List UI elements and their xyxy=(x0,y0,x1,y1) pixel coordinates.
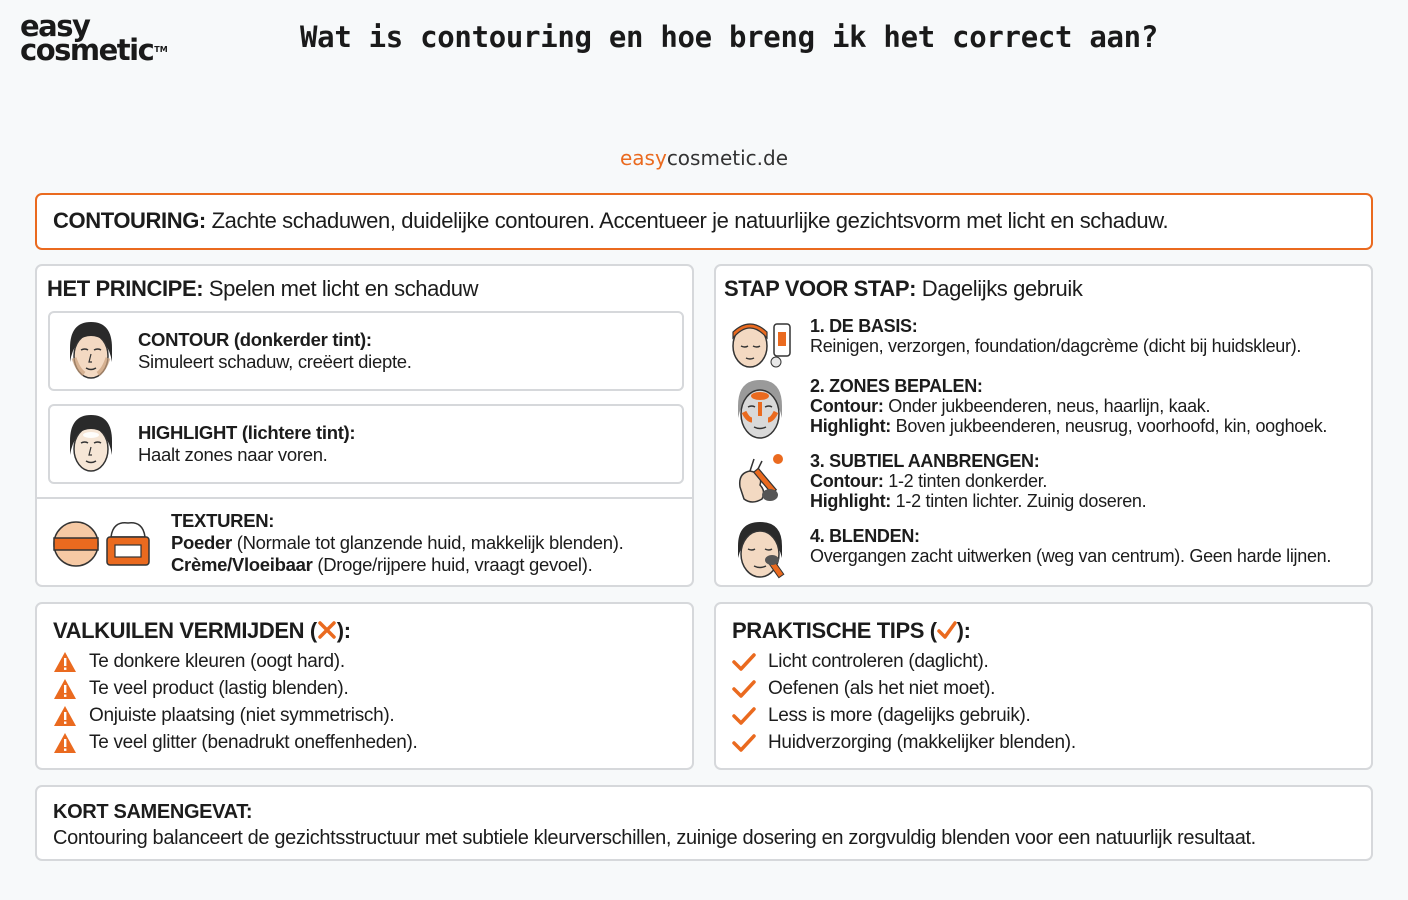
contouring-banner: CONTOURING: Zachte schaduwen, duidelijke contouren. Accentueer je natuurlijke gezichtsvorm met licht en schaduw. xyxy=(35,193,1373,250)
step-2 xyxy=(722,376,1362,442)
hand-brush-icon xyxy=(732,451,792,507)
step-4 xyxy=(722,526,1362,592)
logo-line-2: cosmetic™ xyxy=(20,33,168,67)
contour-text: CONTOUR (donkerder tint): Simuleert schaduw, creëert diepte. xyxy=(138,329,412,372)
check-icon xyxy=(732,706,756,726)
list-item: Less is more (dagelijks gebruik). xyxy=(732,702,1076,729)
summary-text: KORT SAMENGEVAT: Contouring balanceert de gezichtsstructuur met subtiele kleurverschillen, zuinige dosering en zorgvuldig blenden voor een natuurlijk resultaat. xyxy=(53,801,1256,849)
summary-card xyxy=(35,785,1373,861)
principle-heading: HET PRINCIPE: Spelen met licht en schaduw xyxy=(47,276,479,301)
contour-box xyxy=(48,311,684,391)
check-icon xyxy=(732,679,756,699)
step-3-text: 3. SUBTIEL AANBRENGEN: Contour: 1-2 tinten donkerder. Highlight: 1-2 tinten lichter. Zuinig doseren. xyxy=(810,451,1147,511)
step-4-text: 4. BLENDEN: Overgangen zacht uitwerken (weg van centrum). Geen harde lijnen. xyxy=(810,526,1332,566)
face-zones-icon xyxy=(732,376,788,442)
step-2-text: 2. ZONES BEPALEN: Contour: Onder jukbeenderen, neus, haarlijn, kaak. Highlight: Boven jukbeenderen, neusrug, voorhoofd, kin, ooghoek. xyxy=(810,376,1328,436)
face-cleansing-icon xyxy=(728,316,798,370)
list-item: Te veel product (lastig blenden). xyxy=(53,675,418,702)
list-item: Licht controleren (daglicht). xyxy=(732,648,1076,675)
cross-icon xyxy=(317,620,337,640)
logo-line-1: easy xyxy=(20,9,90,43)
step-3 xyxy=(722,451,1362,517)
page-title: Wat is contouring en hoe breng ik het correct aan? xyxy=(300,20,1158,54)
textures-text: TEXTUREN: Poeder (Normale tot glanzende huid, makkelijk blenden). Crème/Vloeibaar (Droge/rijpere huid, vraagt gevoel). xyxy=(171,510,624,575)
cream-jar-icon xyxy=(103,517,153,569)
check-icon xyxy=(732,652,756,672)
pitfalls-card xyxy=(35,602,694,770)
pitfalls-list xyxy=(53,648,418,756)
check-icon xyxy=(937,620,957,640)
powder-compact-icon xyxy=(51,519,101,569)
list-item: Onjuiste plaatsing (niet symmetrisch). xyxy=(53,702,418,729)
warning-icon xyxy=(53,651,77,673)
tips-card xyxy=(714,602,1373,770)
list-item: Te donkere kleuren (oogt hard). xyxy=(53,648,418,675)
step-1 xyxy=(722,316,1362,382)
site-url: easycosmetic.de xyxy=(619,146,789,170)
list-item: Te veel glitter (benadrukt oneffenheden). xyxy=(53,729,418,756)
check-icon xyxy=(732,733,756,753)
steps-heading: STAP VOOR STAP: Dagelijks gebruik xyxy=(724,276,1083,301)
highlight-text: HIGHLIGHT (lichtere tint): Haalt zones naar voren. xyxy=(138,422,356,465)
step-1-text: 1. DE BASIS: Reinigen, verzorgen, foundation/dagcrème (dicht bij huidskleur). xyxy=(810,316,1302,356)
warning-icon xyxy=(53,732,77,754)
tips-list xyxy=(732,648,1076,756)
face-contour-icon xyxy=(66,318,116,384)
textures-divider xyxy=(37,497,692,499)
list-item: Oefenen (als het niet moet). xyxy=(732,675,1076,702)
face-highlight-icon xyxy=(66,411,116,477)
warning-icon xyxy=(53,705,77,727)
tips-heading: PRAKTISCHE TIPS ( ): xyxy=(732,618,971,643)
brand-logo xyxy=(20,9,168,67)
pitfalls-heading: VALKUILEN VERMIJDEN ( ): xyxy=(53,618,351,643)
list-item: Huidverzorging (makkelijker blenden). xyxy=(732,729,1076,756)
steps-card xyxy=(714,264,1373,587)
warning-icon xyxy=(53,678,77,700)
face-blending-icon xyxy=(732,518,798,582)
principle-card xyxy=(35,264,694,587)
highlight-box xyxy=(48,404,684,484)
